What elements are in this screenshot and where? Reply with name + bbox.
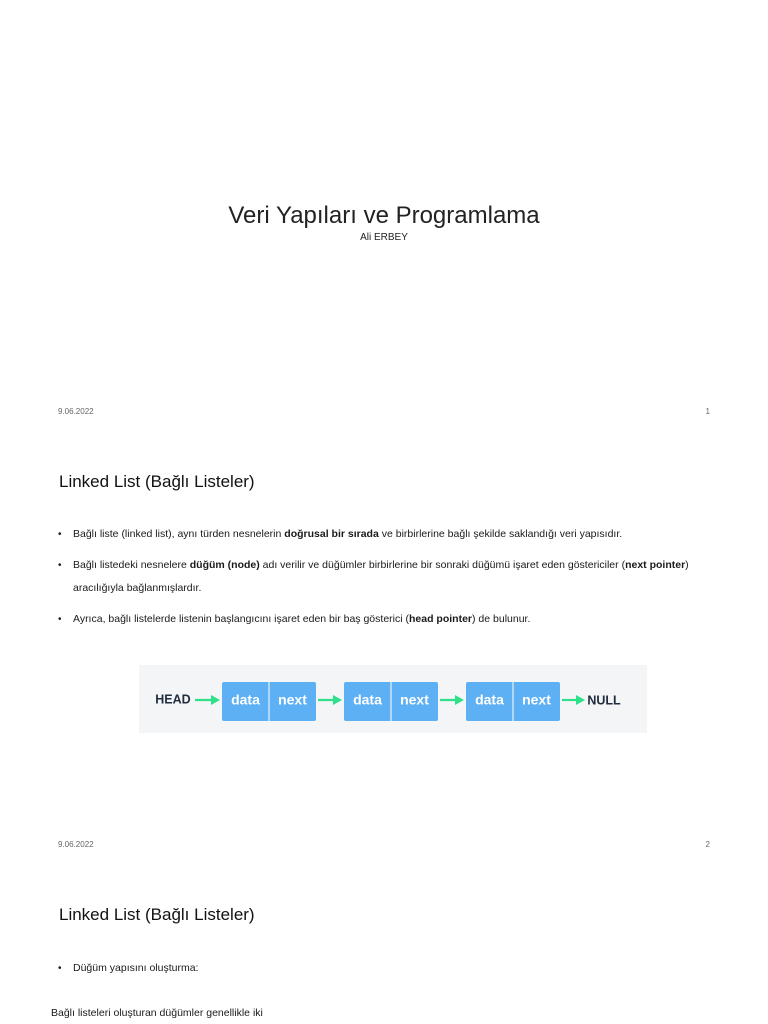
bullet-item (58, 957, 718, 980)
slide-title: Veri Yapıları ve Programlama (228, 202, 540, 230)
bullet-text: Bağlı liste (linked list), aynı türden nesnelerin (73, 528, 285, 540)
bullet-item (58, 608, 718, 631)
slide-title: Linked List (Bağlı Listeler) (59, 905, 255, 924)
slide-date: 9.06.2022 (58, 407, 94, 416)
head-label: HEAD (155, 692, 191, 707)
bullet-list (58, 523, 718, 639)
slide-number: 2 (705, 840, 710, 849)
bullet-text: ve birbirlerine bağlı şekilde saklandığı veri yapısıdır. (378, 528, 623, 540)
node-data-label: data (231, 691, 260, 708)
author-name: Ali ERBEY (360, 232, 408, 243)
node-data-label: data (475, 691, 504, 708)
bullet-text: ) de bulunur. (472, 613, 531, 625)
slide-3 (0, 864, 768, 1024)
node-next-label: next (522, 691, 551, 708)
bullet-text-bold: doğrusal bir sırada (284, 528, 379, 540)
bullet-text: adı verilir ve düğümler birbirlerine bir sonraki düğümü işaret eden göstericiler ( (259, 559, 626, 571)
slide-date: 9.06.2022 (58, 840, 94, 849)
bullet-dot-icon: • (58, 614, 62, 625)
bullet-item (58, 554, 718, 600)
slide-number: 1 (705, 407, 710, 416)
next-arrow-head-icon (576, 695, 585, 705)
slide-1 (0, 0, 768, 432)
bullet-text-bold: head pointer (408, 613, 472, 625)
bullet-text: Düğüm yapısını oluşturma: (73, 962, 199, 974)
bullet-text-bold: düğüm (node) (189, 559, 260, 571)
bullet-dot-icon: • (58, 560, 62, 571)
linked-list-diagram (139, 665, 647, 733)
linked-list-svg (139, 665, 647, 733)
slide-2 (0, 432, 768, 864)
node-next-label: next (400, 691, 429, 708)
bullet-item (58, 523, 718, 546)
next-arrow-head-icon (333, 695, 342, 705)
bullet-dot-icon: • (58, 529, 62, 540)
head-arrow-head-icon (211, 695, 220, 705)
bullet-text: Ayrıca, bağlı listelerde listenin başlangıcını işaret eden bir baş gösterici ( (73, 613, 409, 625)
bullet-text: Bağlı listedeki nesnelere (73, 559, 190, 571)
bullet-list (58, 957, 718, 988)
bullet-dot-icon: • (58, 963, 62, 974)
bullet-text: ) aracılığıyla bağlanmışlardır. (73, 559, 689, 594)
node-data-label: data (353, 691, 382, 708)
node-next-label: next (278, 691, 307, 708)
slide-title: Linked List (Bağlı Listeler) (59, 472, 255, 491)
bullet-text-bold: next pointer (625, 559, 686, 571)
next-arrow-head-icon (455, 695, 464, 705)
body-text: Bağlı listeleri oluşturan düğümler genellikle iki (51, 1007, 263, 1019)
null-label: NULL (587, 693, 621, 708)
